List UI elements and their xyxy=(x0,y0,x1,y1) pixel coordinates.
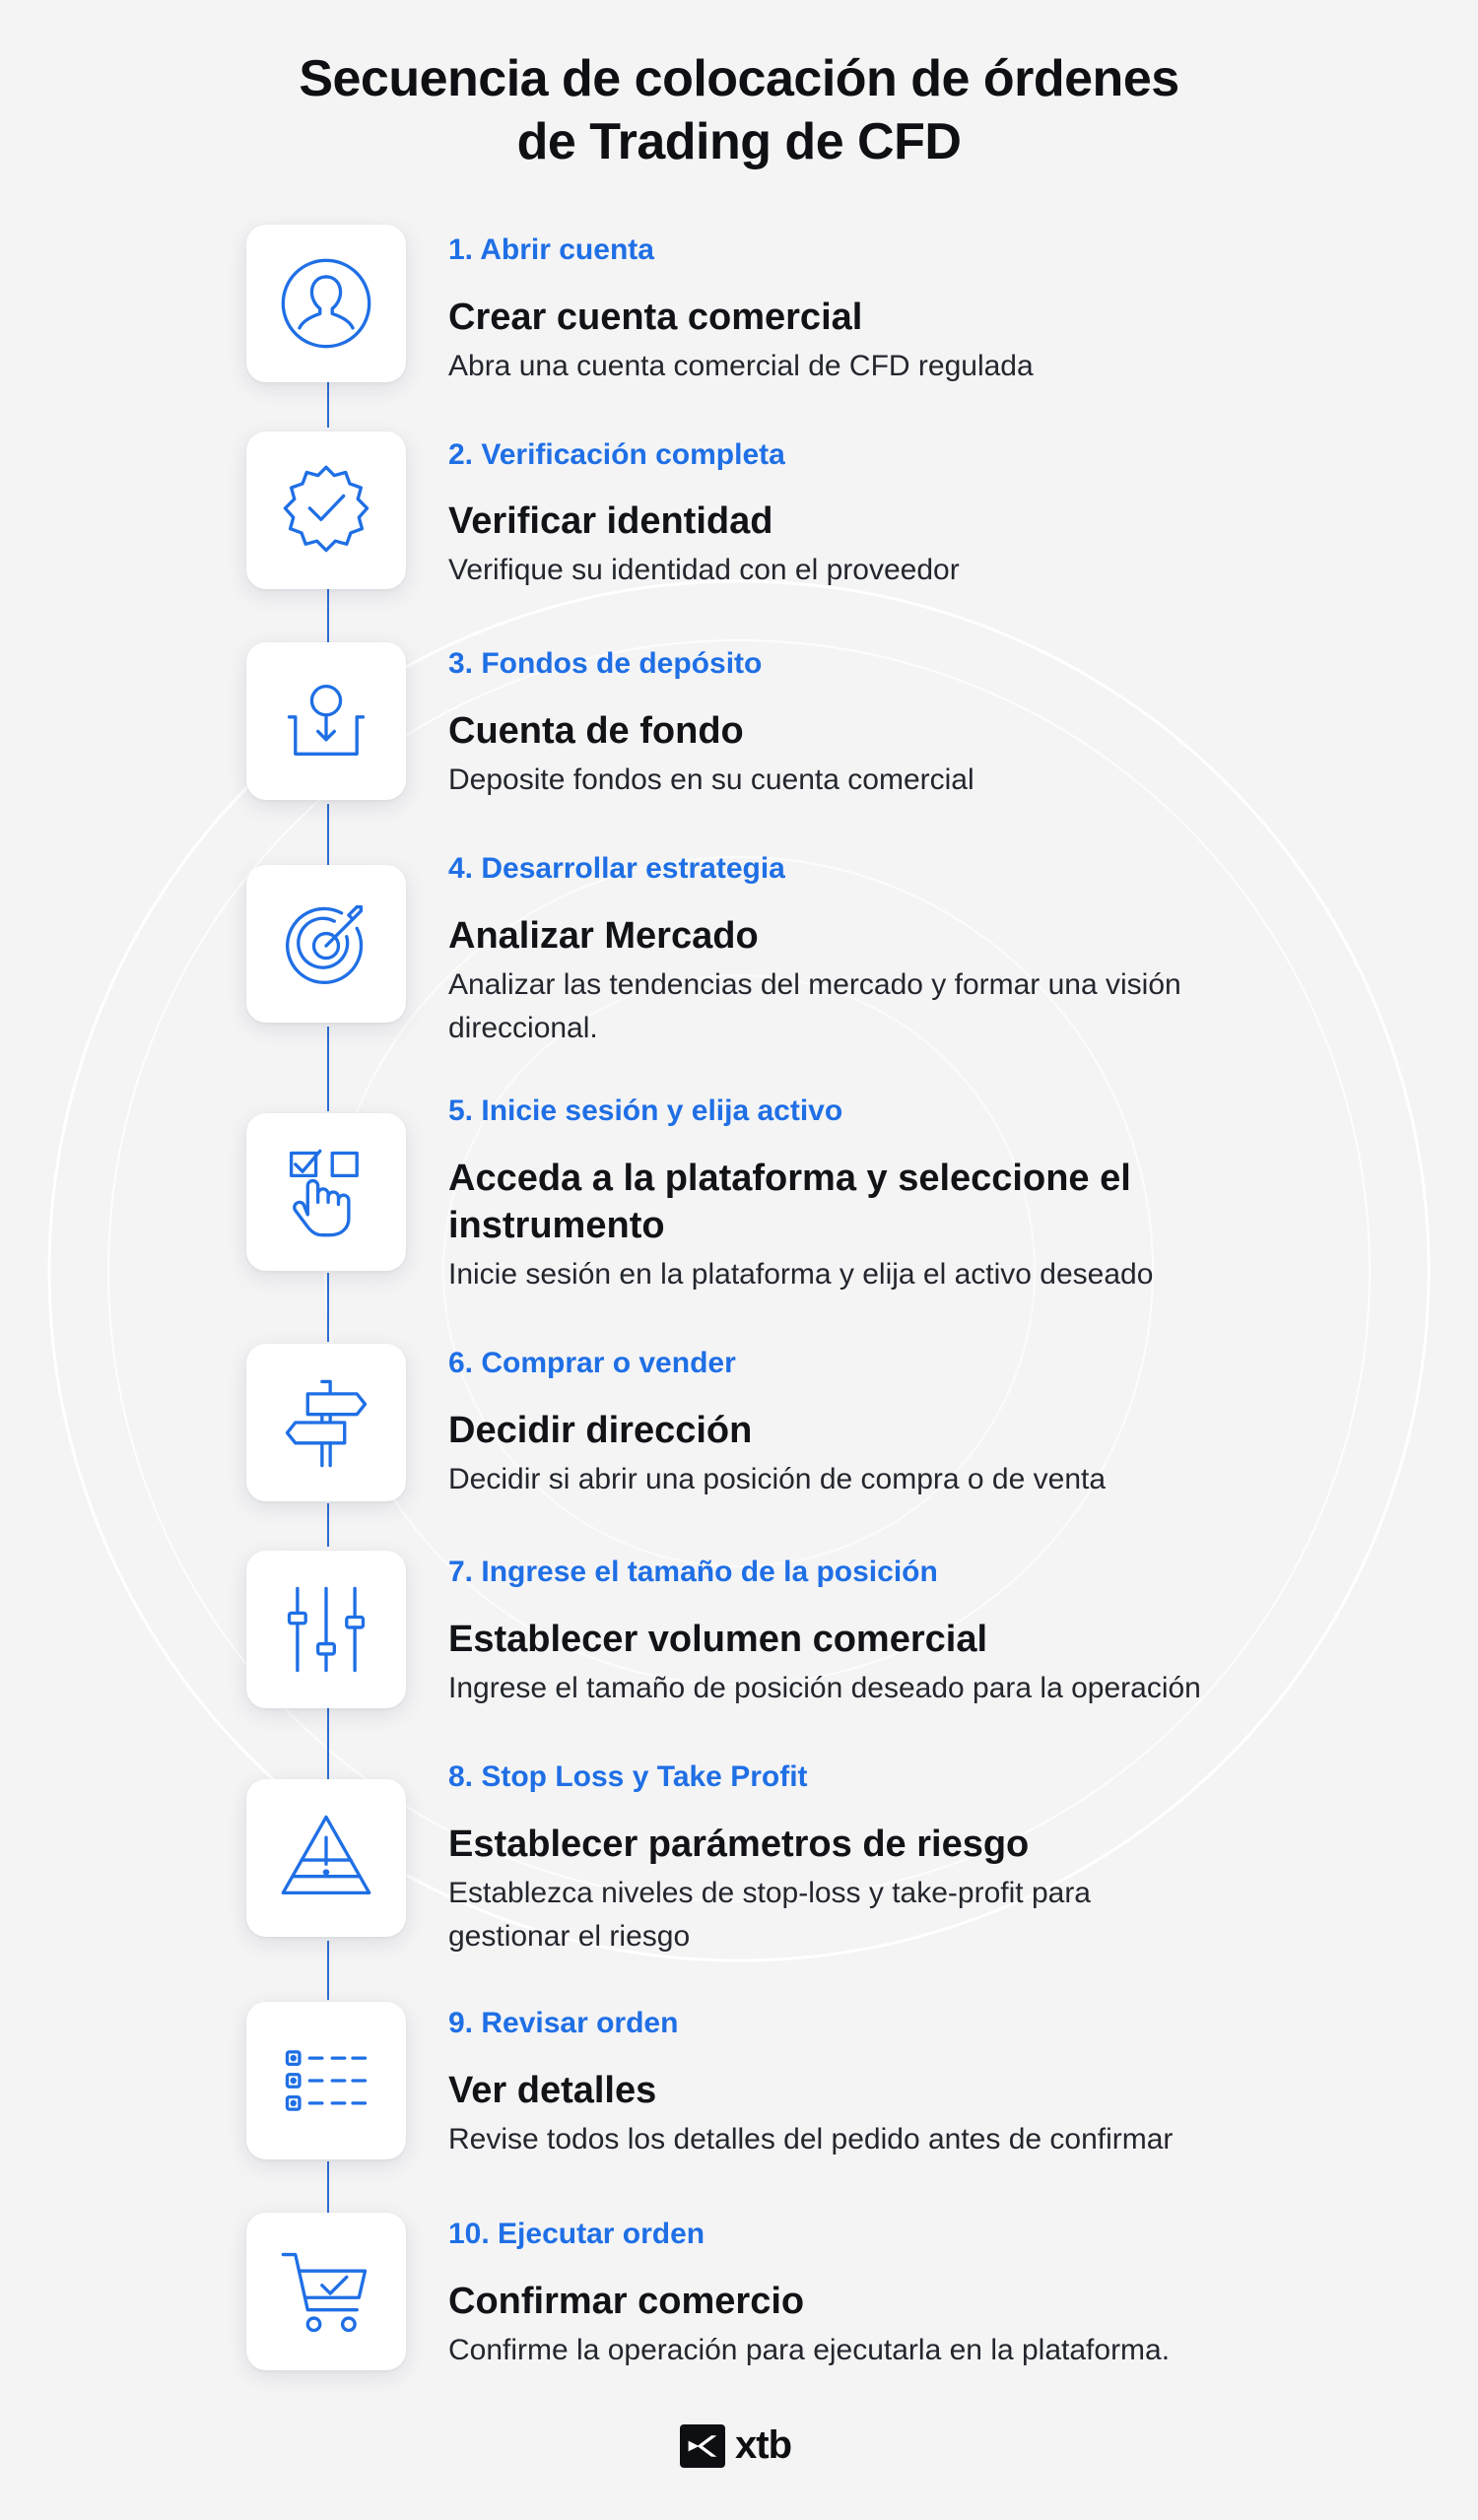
connector-6 xyxy=(327,1503,329,1547)
connector-4 xyxy=(327,1027,329,1111)
cart-check-icon xyxy=(275,2240,377,2343)
step-description: Confirme la operación para ejecutarla en la plataforma. xyxy=(448,2334,1171,2366)
brand-logo xyxy=(680,2423,791,2468)
signpost-icon xyxy=(275,1371,377,1474)
step-description: Abra una cuenta comercial de CFD regulada xyxy=(448,350,1034,382)
connector-7 xyxy=(327,1708,329,1779)
step-icon-box xyxy=(246,642,406,800)
step-title: Establecer volumen comercial xyxy=(448,1619,988,1660)
step-description: Inicie sesión en la plataforma y elija el activo deseado xyxy=(448,1258,1154,1291)
step-label: 10. Ejecutar orden xyxy=(448,2218,705,2250)
connector-2 xyxy=(327,589,329,642)
step-icon-box xyxy=(246,1344,406,1501)
step-label: 5. Inicie sesión y elija activo xyxy=(448,1094,843,1127)
step-label: 8. Stop Loss y Take Profit xyxy=(448,1760,808,1793)
target-icon xyxy=(275,893,377,995)
select-hand-icon xyxy=(275,1141,377,1243)
connector-5 xyxy=(327,1273,329,1342)
step-label: 1. Abrir cuenta xyxy=(448,233,654,266)
step-description: Revise todos los detalles del pedido antes de confirmar xyxy=(448,2123,1174,2155)
step-icon-box xyxy=(246,1113,406,1271)
step-label: 9. Revisar orden xyxy=(448,2007,679,2039)
connector-8 xyxy=(327,1941,329,2000)
step-description: Ingrese el tamaño de posición deseado para la operación xyxy=(448,1672,1201,1704)
step-description: Establezca niveles de stop-loss y take-profit para gestionar el riesgo xyxy=(448,1877,1091,1953)
user-icon xyxy=(275,252,377,355)
step-label: 6. Comprar o vender xyxy=(448,1347,736,1379)
title-line-1: Secuencia de colocación de órdenes xyxy=(299,50,1179,107)
step-label: 4. Desarrollar estrategia xyxy=(448,852,785,885)
step-description: Analizar las tendencias del mercado y formar una visión direccional. xyxy=(448,968,1181,1044)
connector-9 xyxy=(327,2161,329,2213)
xtb-logo-icon xyxy=(680,2424,725,2468)
brand-name: xtb xyxy=(735,2423,791,2467)
step-label: 7. Ingrese el tamaño de la posición xyxy=(448,1556,938,1588)
step-title: Verificar identidad xyxy=(448,500,773,542)
warning-icon xyxy=(275,1807,377,1909)
step-icon-box xyxy=(246,2002,406,2159)
step-label: 2. Verificación completa xyxy=(448,438,785,471)
sliders-icon xyxy=(275,1578,377,1681)
step-title: Analizar Mercado xyxy=(448,915,759,957)
step-title: Acceda a la plataforma y seleccione el instrumento xyxy=(448,1158,1131,1246)
deposit-icon xyxy=(275,670,377,772)
step-label: 3. Fondos de depósito xyxy=(448,647,763,680)
page-title xyxy=(0,47,1478,173)
step-title: Ver detalles xyxy=(448,2070,657,2111)
step-description: Deposite fondos en su cuenta comercial xyxy=(448,763,974,796)
step-description: Decidir si abrir una posición de compra o de venta xyxy=(448,1463,1107,1495)
step-icon-box xyxy=(246,1551,406,1708)
step-title: Decidir dirección xyxy=(448,1410,753,1451)
step-icon-box xyxy=(246,2213,406,2370)
verified-badge-icon xyxy=(275,459,377,562)
step-title: Confirmar comercio xyxy=(448,2281,805,2322)
step-icon-box xyxy=(246,225,406,382)
checklist-icon xyxy=(275,2029,377,2132)
step-description: Verifique su identidad con el proveedor xyxy=(448,554,960,586)
connector-3 xyxy=(327,804,329,865)
title-line-2: de Trading de CFD xyxy=(516,113,962,170)
connector-1 xyxy=(327,382,329,428)
step-title: Establecer parámetros de riesgo xyxy=(448,1824,1030,1865)
step-icon-box xyxy=(246,865,406,1023)
step-title: Crear cuenta comercial xyxy=(448,297,863,338)
step-icon-box xyxy=(246,1779,406,1937)
step-icon-box xyxy=(246,431,406,589)
step-title: Cuenta de fondo xyxy=(448,710,744,752)
